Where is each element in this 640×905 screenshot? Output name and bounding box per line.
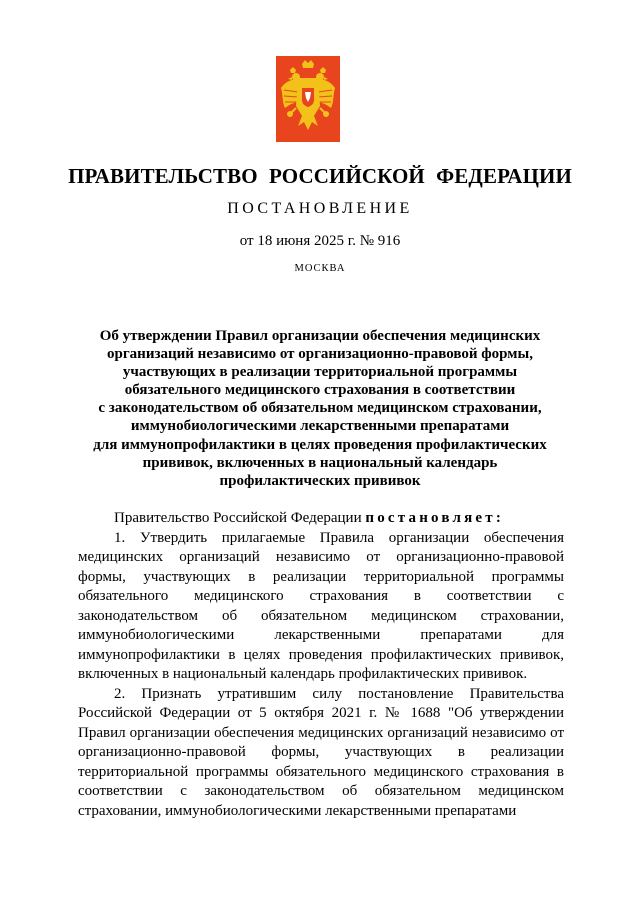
decree-word: постановляет: [365,510,505,526]
preamble [78,509,564,529]
document-type: ПОСТАНОВЛЕНИЕ [227,200,413,217]
government-heading: ПРАВИТЕЛЬСТВО РОССИЙСКОЙ ФЕДЕРАЦИИ [68,164,572,188]
title-line: Об утверждении Правил организации обеспечения медицинских [99,328,541,344]
title-line: участвующих в реализации территориальной программы [122,364,518,381]
document-title [60,327,580,490]
paragraph-2: 2. Признать утратившим силу постановление Правительства Российской Федерации от 5 октября 2021 г. № 1688 "Об утверждении Правил организации обеспечения медицинских организаций независимо от организационно-правовой формы, участвующих в реализации территориальной программы обязательного медицинского страхования в соответствии с законодательством об обязательном медицинском страховании, иммунобиологическими лекарственными препаратами [78,685,564,819]
title-line: иммунобиологическими лекарственными препаратами [130,418,510,435]
paragraph-1: 1. Утвердить прилагаемые Правила организации обеспечения медицинских организаций независимо от организационно-правовой формы, участвующих в реализации территориальной программы обязательного медицинского страхования в соответствии с законодательством об обязательном медицинском страховании, иммунобиологическими лекарственными препаратами для иммунопрофилактики в целях проведения профилактических прививок, включенных в национальный календарь профилактических прививок. [78,529,564,682]
coat-of-arms-icon [276,56,340,142]
city-label: МОСКВА [294,263,346,274]
title-line: профилактических прививок [219,472,421,489]
title-line: обязательного медицинского страхования в соответствии [124,382,516,399]
title-line: организаций независимо от организационно-правовой формы, [107,346,533,363]
title-line: с законодательством об обязательном медицинском страховании, [98,400,542,417]
title-line: для иммунопрофилактики в целях проведения профилактических [93,436,547,453]
document-body [78,509,564,821]
preamble-text: Правительство Российской Федерации [114,510,366,526]
title-line: прививок, включенных в национальный календарь [142,454,498,471]
decree-date-number: от 18 июня 2025 г. № 916 [239,233,401,249]
